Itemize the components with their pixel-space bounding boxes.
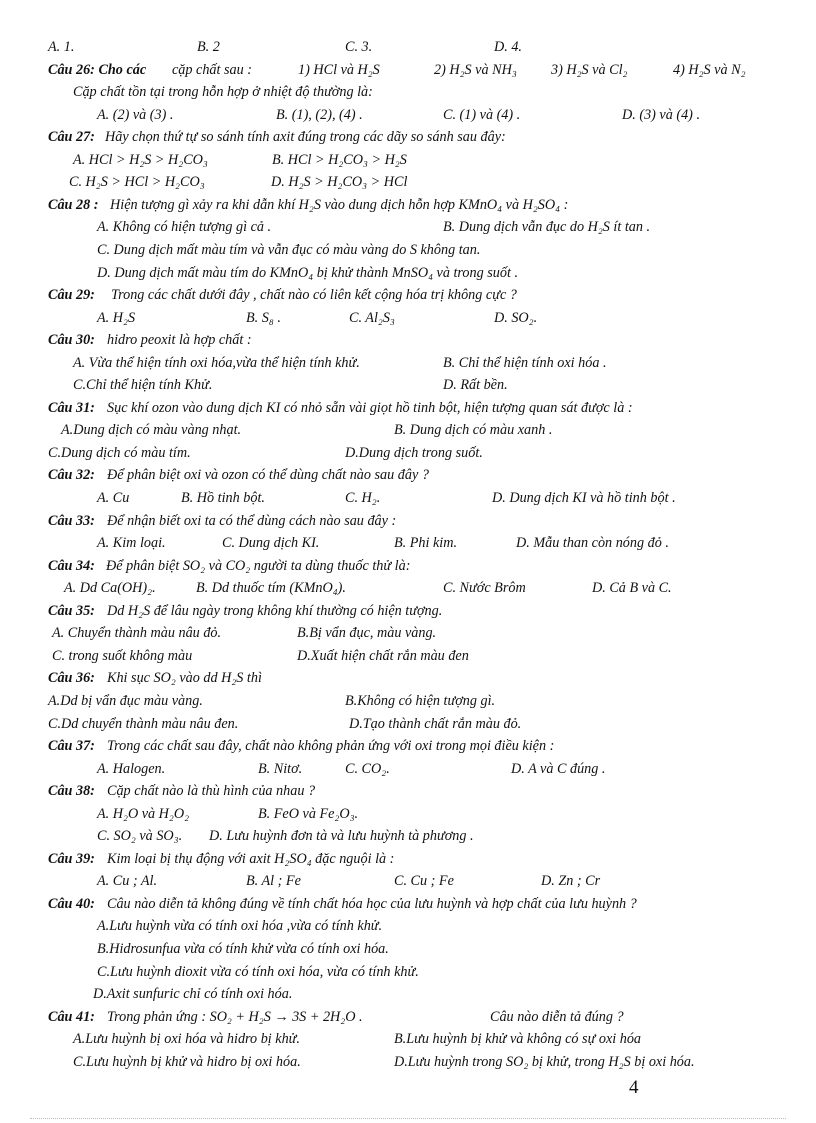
line-cell: C. Cu ; Fe xyxy=(394,873,454,889)
line-cell: B. Dung dịch có màu xanh . xyxy=(394,422,553,438)
question-number: Câu 41: xyxy=(48,1009,95,1025)
line-cell: Cặp chất nào là thù hình của nhau ? xyxy=(107,783,316,799)
line-cell: Trong các chất dưới đây , chất nào có liên kết cộng hóa trị không cực ? xyxy=(111,287,517,303)
line-text: A. Vừa thể hiện tính oxi hóa,vừa thể hiện tính khử. xyxy=(73,355,360,371)
line-text: A. Chuyển thành màu nâu đỏ. xyxy=(52,625,222,641)
line-cell: B. FeO và Fe₂O₃. xyxy=(258,806,359,822)
line-cell: B. Dd thuốc tím (KMnO₄). xyxy=(196,580,346,596)
line-cell: B. (1), (2), (4) . xyxy=(276,107,363,123)
question-number: Câu 34: xyxy=(48,558,95,574)
line-text: A. H₂S xyxy=(97,310,136,326)
line-text: A.Dd bị vẩn đục màu vàng. xyxy=(48,693,203,709)
line-text: A. Halogen. xyxy=(97,761,166,777)
line-cell: D. A và C đúng . xyxy=(511,761,606,777)
line-cell: C. (1) và (4) . xyxy=(443,107,521,123)
line-cell: B. Chỉ thể hiện tính oxi hóa . xyxy=(443,355,607,371)
line-text: C.Chỉ thể hiện tính Khử. xyxy=(73,377,213,393)
line-text: C. Dung dịch mất màu tím và vẫn đục có màu vàng do S không tan. xyxy=(97,242,481,258)
line-text: C. SO₂ và SO₃. xyxy=(97,828,183,844)
line-cell: D. SO₂. xyxy=(494,310,538,326)
line-text: A. H₂O và H₂O₂ xyxy=(97,806,190,822)
question-number: Câu 32: xyxy=(48,467,95,483)
line-cell: hidro peoxit là hợp chất : xyxy=(107,332,252,348)
question-number: Câu 39: xyxy=(48,851,95,867)
question-number: Câu 40: xyxy=(48,896,95,912)
line-cell: D. Cả B và C. xyxy=(592,580,672,596)
line-cell: B. HCl > H₂CO₃ > H₂S xyxy=(272,152,407,168)
line-cell: Để phân biệt oxi và ozon có thể dùng chất nào sau đây ? xyxy=(107,467,429,483)
line-cell: C. Dung dịch KI. xyxy=(222,535,320,551)
line-cell: D. Dung dịch KI và hồ tinh bột . xyxy=(492,490,676,506)
line-cell: 4) H₂S và N₂ xyxy=(673,62,746,78)
line-cell: C. 3. xyxy=(345,39,373,55)
line-text: A. Kim loại. xyxy=(97,535,166,551)
line-cell: C. H₂. xyxy=(345,490,381,506)
question-number: Câu 38: xyxy=(48,783,95,799)
line-cell: 2) H₂S và NH₃ xyxy=(434,62,517,78)
line-cell: D. H₂S > H₂CO₃ > HCl xyxy=(271,174,408,190)
line-text: A. Dd Ca(OH)₂. xyxy=(64,580,156,596)
line-cell: B. Al ; Fe xyxy=(246,873,301,889)
line-cell: D.Lưu huỳnh trong SO₂ bị khử, trong H₂S bị oxi hóa. xyxy=(394,1054,695,1070)
line-cell: 1) HCl và H₂S xyxy=(298,62,380,78)
question-number: Câu 27: xyxy=(48,129,95,145)
line-text: C.Dung dịch có màu tím. xyxy=(48,445,191,461)
line-cell: B. Nitơ. xyxy=(258,761,303,777)
line-cell: C. Nước Brôm xyxy=(443,580,526,596)
line-text: A.Lưu huỳnh vừa có tính oxi hóa ,vừa có tính khử. xyxy=(97,918,383,934)
line-text: C. H₂S > HCl > H₂CO₃ xyxy=(69,174,205,190)
line-cell: D. 4. xyxy=(494,39,522,55)
line-cell: C. Al₂S₃ xyxy=(349,310,395,326)
line-cell: C. CO₂. xyxy=(345,761,390,777)
line-cell: D.Dung dịch trong suốt. xyxy=(345,445,483,461)
line-cell: Dd H₂S để lâu ngày trong không khí thường có hiện tượng. xyxy=(107,603,443,619)
line-text: A. Không có hiện tượng gì cả . xyxy=(97,219,272,235)
line-cell: Kim loại bị thụ động với axit H₂SO₄ đặc nguội là : xyxy=(107,851,395,867)
line-cell: cặp chất sau : xyxy=(172,62,252,78)
line-text: A. Cu ; Al. xyxy=(97,873,158,889)
line-text: A.Lưu huỳnh bị oxi hóa và hidro bị khử. xyxy=(73,1031,300,1047)
line-cell: Để phân biệt SO₂ và CO₂ người ta dùng thuốc thử là: xyxy=(106,558,411,574)
line-cell: D. Lưu huỳnh đơn tà và lưu huỳnh tà phương . xyxy=(209,828,474,844)
line-cell: D.Tạo thành chất rắn màu đỏ. xyxy=(349,716,522,732)
question-number: Câu 35: xyxy=(48,603,95,619)
question-number: Câu 37: xyxy=(48,738,95,754)
line-cell: B.Lưu huỳnh bị khử và không có sự oxi hóa xyxy=(394,1031,642,1047)
line-text: A. (2) và (3) . xyxy=(97,107,174,123)
line-cell: Trong phản ứng : SO₂ + H₂S → 3S + 2H₂O . xyxy=(107,1009,363,1025)
page-number: 4 xyxy=(629,1077,639,1098)
line-text: A. 1. xyxy=(48,39,75,55)
question-number: Câu 36: xyxy=(48,670,95,686)
line-cell: B. 2 xyxy=(197,39,220,55)
line-text: C.Dd chuyển thành màu nâu đen. xyxy=(48,716,239,732)
line-cell: Hãy chọn thứ tự so sánh tính axit đúng trong các dãy so sánh sau đây: xyxy=(105,129,506,145)
line-cell: Câu nào diễn tả không đúng về tính chất hóa học của lưu huỳnh và hợp chất của lưu huỳnh ? xyxy=(107,896,637,912)
line-text: A.Dung dịch có màu vàng nhạt. xyxy=(61,422,242,438)
line-cell: D. Zn ; Cr xyxy=(541,873,601,889)
line-cell: D. (3) và (4) . xyxy=(622,107,701,123)
page-footer-divider xyxy=(30,1118,786,1119)
line-text: C.Lưu huỳnh dioxit vừa có tính oxi hóa, vừa có tính khử. xyxy=(97,964,419,980)
line-text: D.Axit sunfuric chỉ có tính oxi hóa. xyxy=(93,986,293,1002)
line-text: D. Dung dịch mất màu tím do KMnO₄ bị khử thành MnSO₄ và trong suốt . xyxy=(97,265,519,281)
line-text: B.Hidrosunfua vừa có tính khử vừa có tính oxi hóa. xyxy=(97,941,389,957)
question-number: Câu 33: xyxy=(48,513,95,529)
line-text: C. trong suốt không màu xyxy=(52,648,193,664)
line-cell: Khi sục SO₂ vào dd H₂S thì xyxy=(107,670,262,686)
line-cell: Để nhận biết oxi ta có thể dùng cách nào sau đây : xyxy=(107,513,397,529)
line-cell: B. Phi kim. xyxy=(394,535,458,551)
question-number: Câu 30: xyxy=(48,332,95,348)
line-cell: B.Bị vẩn đục, màu vàng. xyxy=(297,625,437,641)
line-cell: Trong các chất sau đây, chất nào không phản ứng với oxi trong mọi điều kiện : xyxy=(107,738,555,754)
line-cell: 3) H₂S và Cl₂ xyxy=(551,62,628,78)
question-number: Câu 29: xyxy=(48,287,95,303)
line-text: A. HCl > H₂S > H₂CO₃ xyxy=(73,152,208,168)
line-cell: D. Mẫu than còn nóng đỏ . xyxy=(516,535,669,551)
line-cell: Hiện tượng gì xảy ra khi dẫn khí H₂S vào dung dịch hỗn hợp KMnO₄ và H₂SO₄ : xyxy=(110,197,569,213)
line-cell: B. S₈ . xyxy=(246,310,281,326)
line-text: Cặp chất tồn tại trong hỗn hợp ở nhiệt độ thường là: xyxy=(73,84,373,100)
line-text: A. Cu xyxy=(97,490,130,506)
question-number: Câu 26: Cho các xyxy=(48,62,147,78)
question-number: Câu 31: xyxy=(48,400,95,416)
line-cell: Câu nào diễn tả đúng ? xyxy=(490,1009,624,1025)
line-cell: Sục khí ozon vào dung dịch KI có nhỏ sẵn vài giọt hồ tinh bột, hiện tượng quan sát được là : xyxy=(107,400,633,416)
line-cell: B. Dung dịch vẫn đục do H₂S ít tan . xyxy=(443,219,651,235)
line-cell: B.Không có hiện tượng gì. xyxy=(345,693,496,709)
line-cell: B. Hồ tinh bột. xyxy=(181,490,265,506)
line-cell: D.Xuất hiện chất rắn màu đen xyxy=(297,648,469,664)
line-cell: D. Rất bền. xyxy=(443,377,508,393)
line-text: C.Lưu huỳnh bị khử và hidro bị oxi hóa. xyxy=(73,1054,301,1070)
question-number: Câu 28 : xyxy=(48,197,99,213)
